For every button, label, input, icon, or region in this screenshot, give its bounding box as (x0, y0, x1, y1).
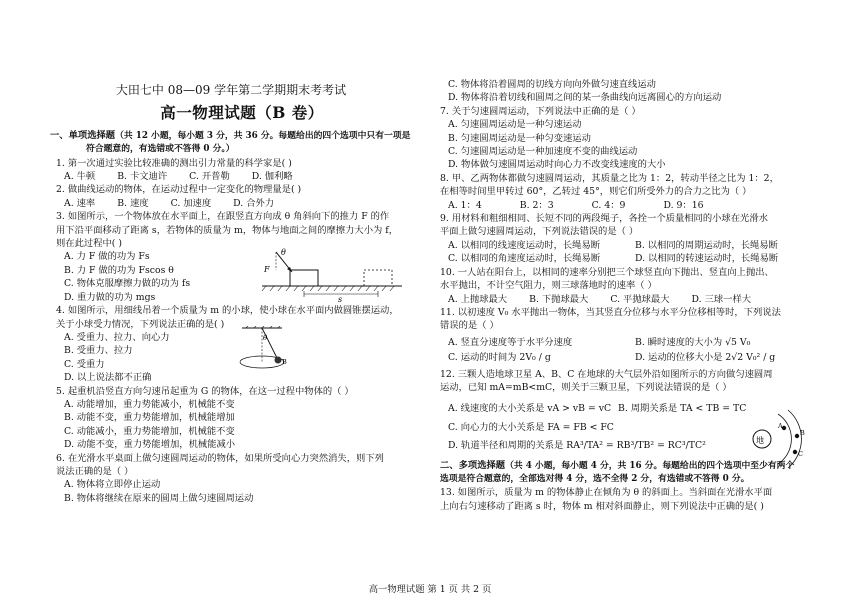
question-5 (56, 385, 428, 452)
option-c[interactable]: C. 向心力的大小关系是 FA = FB < FC (448, 421, 614, 433)
option-grid (440, 239, 822, 266)
option-b[interactable]: B. 动能不变，重力势能增加，机械能增加 (64, 412, 235, 424)
option-d[interactable]: D. 合外力 (233, 197, 275, 209)
option-b[interactable]: B. 受重力、拉力 (64, 345, 133, 357)
figure-label: C (798, 449, 803, 458)
question-stem-line: 在相等时间里甲转过 60°，乙转过 45°，则它们所受外力的合力之比为（ ） (440, 186, 752, 198)
option-c[interactable]: C. 运动的时间为 2V₀ / g (448, 351, 551, 363)
option-d[interactable]: D. 9：16 (663, 199, 704, 211)
question-2 (56, 183, 428, 210)
question-stem-line: 11. 以初速度 V₀ 水平抛出一物体，当其竖直分位移与水平分位移相等时，下列说法 (440, 306, 781, 318)
option-a[interactable]: A. 牛顿 (64, 171, 96, 183)
q12-satellite-orbits-figure (740, 408, 812, 470)
question-stem-line: 6. 在光滑水平桌面上做匀速圆周运动的物体，如果所受向心力突然消失，则下列 (56, 452, 384, 464)
question-stem: 5. 起重机沿竖直方向匀速吊起重为 G 的物体，在这一过程中物体的（ ） (56, 385, 354, 397)
option-c[interactable]: C. 开普勒 (189, 171, 230, 183)
option-c[interactable]: C. 动能减小，重力势能增加，机械能不变 (64, 425, 235, 437)
option-c[interactable]: C. 平抛球最大 (610, 293, 670, 305)
option-a[interactable]: A. 上抛球最大 (448, 293, 508, 305)
option-a[interactable]: A. 动能增加，重力势能减小，机械能不变 (64, 398, 235, 410)
option-a[interactable]: A. 线速度的大小关系是 vA > vB = vC (448, 402, 612, 414)
question-stem-line: 8. 甲、乙两物体都做匀速圆周运动，其质量之比为 1：2，转动半径之比为 1：2， (440, 172, 779, 184)
question-3 (56, 210, 428, 304)
option-d[interactable]: D. 运动的位移大小是 2√2 V₀² / g (635, 351, 776, 363)
option-a[interactable]: A. 力 F 做的功为 Fs (64, 251, 150, 263)
question-stem-line: 错误的是（ ） (440, 320, 499, 332)
question-stem-line: 4. 如图所示，用细线吊着一个质量为 m 的小球，使小球在水平面内做圆锥摆运动， (56, 305, 399, 317)
section1-heading: 一、单项选择题 (50, 129, 116, 141)
option-b[interactable]: B. 以相同的周期运动时，长绳易断 (635, 239, 778, 251)
option-b[interactable]: B. 周期关系是 TA < TB = TC (618, 402, 747, 414)
question-stem-line: 12. 三颗人造地球卫星 A、B、C 在地球的大气层外沿如图所示的方向做匀速圆周 (440, 368, 773, 380)
option-grid (440, 335, 822, 365)
question-stem-line: 说法正确的是（ ） (56, 465, 134, 477)
question-stem-line: 则在此过程中( ) (56, 238, 122, 250)
figure-label: B (282, 358, 287, 367)
earth-label: 地 (756, 435, 764, 445)
right-column (440, 78, 822, 513)
section2-desc-cont: 选项是符合题意的，全部选对得 4 分，选不全得 2 分，有选错或不答得 0 分。 (440, 473, 750, 484)
option-b[interactable]: B. 力 F 做的功为 Fscos θ (64, 264, 174, 276)
option-a[interactable]: A. 1：4 (448, 199, 482, 211)
question-stem-line: 上向右匀速移动了距离 s 时，物体 m 相对斜面静止，则下列说法中正确的是( ) (440, 500, 764, 512)
option-a[interactable]: A. 竖直分速度等于水平分速度 (448, 336, 573, 348)
question-4 (56, 304, 428, 384)
section1-desc: （共 12 小题，每小题 3 分，共 36 分。每题给出的四个选项中只有一项是 (115, 130, 411, 141)
question-10 (440, 266, 822, 306)
section1-desc-cont: 符合题意的，有选错或不答得 0 分。） (86, 144, 235, 155)
option-c[interactable]: C. 物体克服摩擦力做的功为 fs (64, 278, 191, 290)
option-d[interactable]: D. 以相同的转速运动时，长绳易断 (635, 253, 779, 265)
option-b[interactable]: B. 2：3 (519, 199, 554, 211)
question-12 (440, 368, 822, 458)
option-d[interactable]: D. 重力做的功为 mgs (64, 291, 156, 303)
question-stem-line: 关于小球受力情况，下列说法正确的是( ) (56, 318, 225, 330)
figure-label: A (778, 421, 783, 430)
q4-conical-pendulum-figure (232, 326, 302, 374)
option-b[interactable]: B. 卡文迪许 (117, 171, 168, 183)
option-d[interactable]: D. 以上说法都不正确 (64, 372, 152, 384)
q6-option-c[interactable]: C. 物体将沿着圆周的切线方向向外做匀速直线运动 (448, 79, 656, 90)
option-d[interactable]: D. 轨道半径和周期的关系是 RA³/TA² = RB³/TB² = RC³/TC² (448, 439, 706, 451)
figure-label: s (338, 295, 343, 303)
question-1 (56, 157, 428, 184)
option-c[interactable]: C. 以相同的角速度运动时，长绳易断 (448, 253, 601, 265)
option-row (440, 293, 822, 306)
option-grid (440, 399, 778, 419)
question-stem: 2. 做曲线运动的物体，在运动过程中一定变化的物理量是( ) (56, 184, 302, 196)
option-d[interactable]: D. 伽利略 (251, 171, 293, 183)
option-c[interactable]: C. 加速度 (170, 197, 212, 209)
option-a[interactable]: A. 匀速圆周运动是一种匀速运动 (448, 119, 582, 131)
option-row (56, 197, 428, 210)
question-stem-line: 平面上做匀速圆周运动，下列说法错误的是（ ） (440, 226, 639, 238)
q6-option-d[interactable]: D. 物体将沿着切线和圆周之间的某一条曲线向远离圆心的方向运动 (448, 92, 722, 104)
option-a[interactable]: A. 受重力、拉力、向心力 (64, 331, 170, 343)
question-6 (56, 452, 428, 506)
left-column (50, 0, 428, 505)
option-c[interactable]: C. 受重力 (64, 358, 105, 370)
question-stem-line: 3. 如图所示，一个物体放在水平面上，在跟竖直方向成 θ 角斜向下的推力 F 的作 (56, 211, 390, 223)
question-stem: 1. 第一次通过实验比较准确的测出引力常量的科学家是( ) (56, 157, 292, 169)
section2-desc: （共 4 小题，每小题 4 分，共 16 分。每题给出的四个选项中至少有两个 (505, 460, 795, 471)
question-stem-line: 10. 一人站在阳台上，以相同的速率分别把三个球竖直向下抛出、竖直向上抛出、 (440, 266, 774, 278)
question-stem-line: 13. 如图所示，质量为 m 的物体静止在倾角为 θ 的斜面上。当斜面在光滑水平面 (440, 487, 773, 499)
section2-heading: 二、多项选择题 (440, 459, 506, 471)
figure-label: θ (263, 334, 268, 343)
option-b[interactable]: B. 下抛球最大 (529, 293, 589, 305)
page-footer: 高一物理试题 第 1 页 共 2 页 (368, 584, 492, 595)
exam-header-line: 大田七中 08—09 学年第二学期期末考考试 (115, 83, 347, 97)
question-stem-line: 9. 用材料和粗细相同、长短不同的两段绳子，各拴一个质量相同的小球在光滑水 (440, 213, 768, 225)
question-stem-line: 水平抛出，不计空气阻力，则三球落地时的速率（ ） (440, 280, 657, 292)
option-c[interactable]: C. 匀速圆周运动是一种加速度不变的曲线运动 (448, 146, 638, 158)
option-b[interactable]: B. 匀速圆周运动是一种匀变速运动 (448, 132, 591, 144)
option-b[interactable]: B. 瞬时速度的大小为 √5 V₀ (635, 336, 751, 348)
q3-push-block-figure (254, 246, 404, 302)
question-stem-line: 运动，已知 mA=mB<mC，则关于三颗卫星，下列说法错误的是（ ） (440, 382, 732, 394)
question-7 (440, 105, 822, 172)
option-row (56, 170, 428, 183)
question-8 (440, 172, 822, 212)
question-stem-line: 用下沿平面移动了距离 s，若物体的质量为 m，物体与地面之间的摩擦力大小为 f， (56, 224, 398, 236)
question-11 (440, 306, 822, 365)
option-row (440, 199, 822, 212)
exam-title: 高一物理试题（B 卷） (160, 103, 324, 123)
option-d[interactable]: D. 动能不变，重力势能增加，机械能减小 (64, 439, 236, 451)
option-c[interactable]: C. 4：9 (591, 199, 626, 211)
option-d[interactable]: D. 三球一样大 (691, 293, 752, 305)
question-stem: 7. 关于匀速圆周运动，下列说法中正确的是（ ） (440, 105, 641, 117)
figure-label: B (800, 428, 805, 437)
question-13 (440, 486, 822, 513)
option-a[interactable]: A. 以相同的线速度运动时，长绳易断 (448, 239, 601, 251)
option-a[interactable]: A. 速率 (64, 197, 96, 209)
option-b[interactable]: B. 物体将继续在原来的圆周上做匀速圆周运动 (64, 492, 254, 504)
option-a[interactable]: A. 物体将立即停止运动 (64, 479, 161, 491)
question-9 (440, 212, 822, 266)
option-b[interactable]: B. 速度 (117, 197, 149, 209)
figure-label: θ (281, 248, 286, 258)
option-d[interactable]: D. 物体做匀速圆周运动时向心力不改变线速度的大小 (448, 159, 666, 171)
figure-label: F (264, 265, 270, 275)
section1-heading-block (50, 129, 428, 143)
